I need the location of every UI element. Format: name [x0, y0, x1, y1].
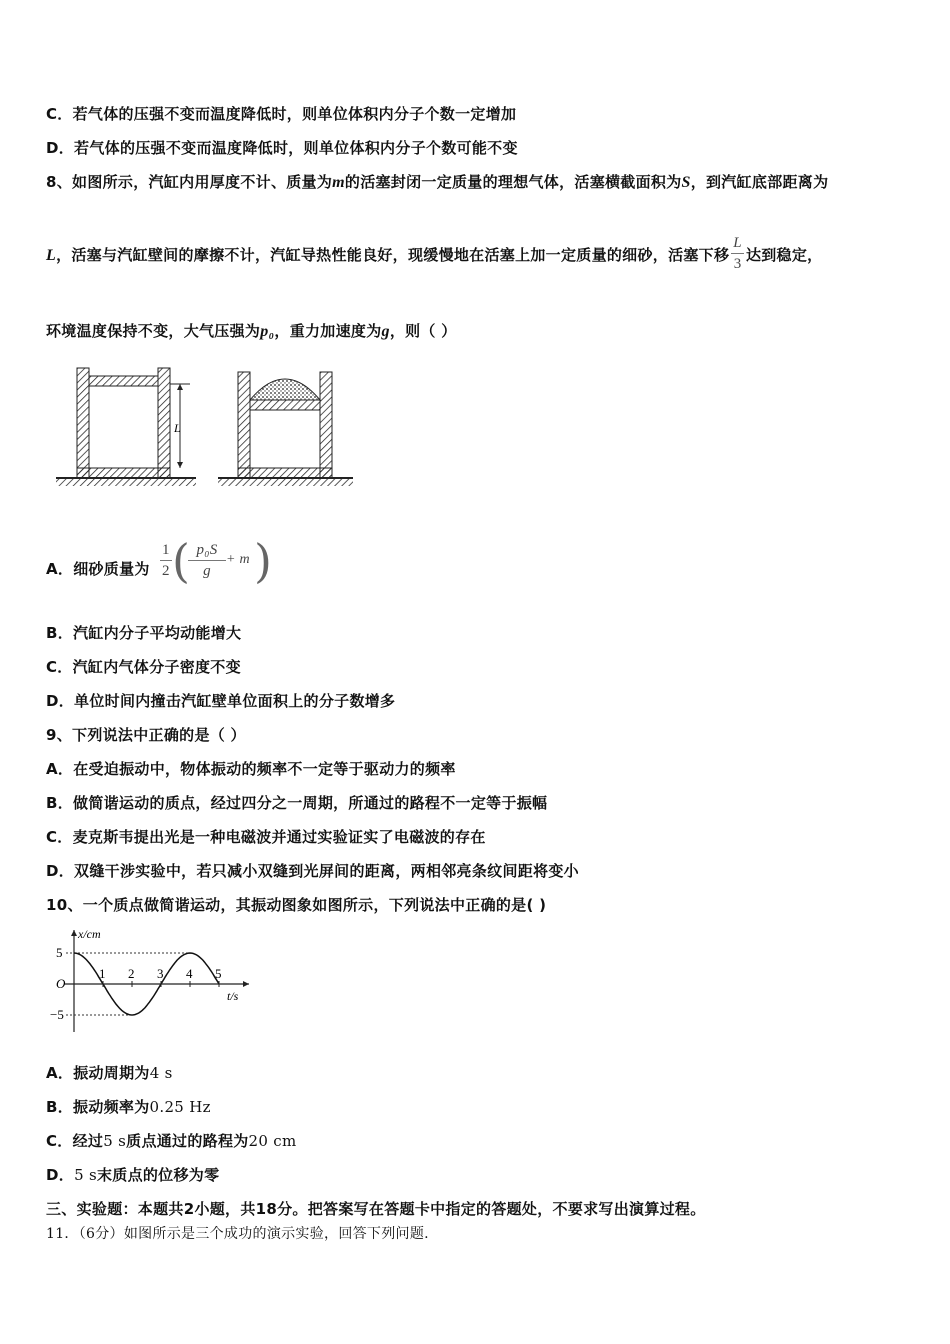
origin-label: O — [56, 976, 66, 991]
q8-var-p0: p₀ — [260, 323, 275, 340]
x-tick-label: 4 — [186, 966, 193, 981]
q8-var-m: m — [332, 174, 345, 191]
x-axis-label: t/s — [227, 989, 239, 1003]
q7-option-d: D．若气体的压强不变而温度降低时，则单位体积内分子个数可能不变 — [46, 139, 518, 157]
q10-a-label: A．振动周期为 — [46, 1064, 150, 1082]
y-axis-arrow — [71, 930, 77, 936]
dimension-label-l: L — [174, 421, 181, 435]
formula-half — [160, 540, 172, 581]
q11-stem: 11．（6分）如图所示是三个成功的演示实验，回答下列问题. — [46, 1226, 429, 1242]
q10-option-b — [46, 1096, 211, 1117]
frac-denominator: 3 — [731, 253, 744, 274]
q10-d-rest: 末质点的位移为零 — [96, 1166, 220, 1184]
q8-var-s: S — [681, 174, 691, 191]
q8-stem-line3 — [46, 320, 457, 341]
q9-option-d: D．双缝干涉实验中，若只减小双缝到光屏间的距离，两相邻亮条纹间距将变小 — [46, 862, 579, 880]
q8-fraction-l3 — [731, 233, 744, 274]
x-tick-label: 3 — [157, 966, 164, 981]
q8-option-c: C．汽缸内气体分子密度不变 — [46, 658, 241, 676]
q8-option-d: D．单位时间内撞击汽缸壁单位面积上的分子数增多 — [46, 692, 396, 710]
q8-cylinder-figure — [50, 360, 360, 495]
q8-stem-line1 — [46, 171, 828, 192]
sand-pile — [250, 379, 320, 400]
q8-var-g: g — [381, 323, 390, 340]
q10-b-value: 0.25 Hz — [149, 1098, 211, 1116]
q10-a-value: 4 s — [149, 1064, 173, 1082]
formula-plus-m: + m — [226, 552, 250, 567]
q9-option-b: B．做简谐运动的质点，经过四分之一周期，所通过的路程不一定等于振幅 — [46, 794, 548, 812]
frac-numerator: L — [733, 235, 742, 251]
q10-c-rest: 质点通过的路程为 — [126, 1132, 249, 1150]
half-numerator: 1 — [160, 540, 172, 561]
piston-left — [89, 376, 158, 386]
x-tick-label: 5 — [215, 966, 222, 981]
q10-stem: 10、一个质点做简谐运动，其振动图象如图所示，下列说法中正确的是( ) — [46, 896, 547, 914]
q8-text: ，到汽缸底部距离为 — [690, 173, 829, 191]
piston-right — [250, 400, 320, 410]
q10-option-a — [46, 1062, 173, 1083]
q10-c-value: 5 s — [103, 1132, 127, 1150]
q8-text: 环境温度保持不变，大气压强为 — [46, 322, 261, 340]
inner-numerator: p₀S — [188, 540, 226, 561]
x-axis-arrow — [243, 981, 249, 987]
q10-option-c — [46, 1130, 297, 1151]
q8-stem-line2 — [46, 235, 822, 276]
paren-right: ) — [254, 534, 273, 588]
cylinder-left — [56, 368, 196, 486]
q10-d-label: D． — [46, 1166, 75, 1184]
half-denominator: 2 — [162, 563, 170, 579]
q8-text: ，重力加速度为 — [274, 322, 382, 340]
q8-text: ，则（ ） — [389, 322, 457, 340]
formula-inner-fraction — [188, 540, 226, 581]
q9-option-c: C．麦克斯韦提出光是一种电磁波并通过实验证实了电磁波的存在 — [46, 828, 486, 846]
y-tick-5: 5 — [56, 945, 63, 960]
x-tick-label: 1 — [99, 966, 106, 981]
q10-c-label: C．经过 — [46, 1132, 104, 1150]
y-axis-label: x/cm — [78, 927, 101, 941]
q8-text: 的活塞封闭一定质量的理想气体，活塞横截面积为 — [344, 173, 682, 191]
q8-text: 8、如图所示，汽缸内用厚度不计、质量为 — [46, 173, 333, 191]
q8-option-a — [46, 534, 273, 590]
q10-option-d — [46, 1164, 219, 1185]
paren-left: ( — [172, 534, 191, 588]
q9-option-a: A．在受迫振动中，物体振动的频率不一定等于驱动力的频率 — [46, 760, 456, 778]
x-tick-label: 2 — [128, 966, 135, 981]
q10-b-label: B．振动频率为 — [46, 1098, 150, 1116]
q8-option-a-label: A．细砂质量为 — [46, 560, 150, 578]
q8-text: ，活塞与汽缸壁间的摩擦不计，汽缸导热性能良好，现缓慢地在活塞上加一定质量的细砂，活塞下移 — [56, 246, 730, 264]
inner-denominator: g — [203, 563, 211, 579]
q8-option-b: B．汽缸内分子平均动能增大 — [46, 624, 242, 642]
y-tick-neg5: −5 — [50, 1007, 64, 1022]
q8-var-l: L — [46, 247, 57, 264]
cylinder-right — [218, 372, 353, 486]
section-3-title: 三、实验题：本题共2小题，共18分。把答案写在答题卡中指定的答题处，不要求写出演算过程。 — [46, 1200, 706, 1218]
q9-stem: 9、下列说法中正确的是（ ） — [46, 726, 246, 744]
q10-c-value2: 20 cm — [248, 1132, 297, 1150]
q8-text: 达到稳定， — [745, 246, 823, 264]
q10-d-value: 5 s — [74, 1166, 97, 1184]
q10-vibration-graph — [46, 922, 256, 1037]
q7-option-c: C．若气体的压强不变而温度降低时，则单位体积内分子个数一定增加 — [46, 105, 517, 123]
